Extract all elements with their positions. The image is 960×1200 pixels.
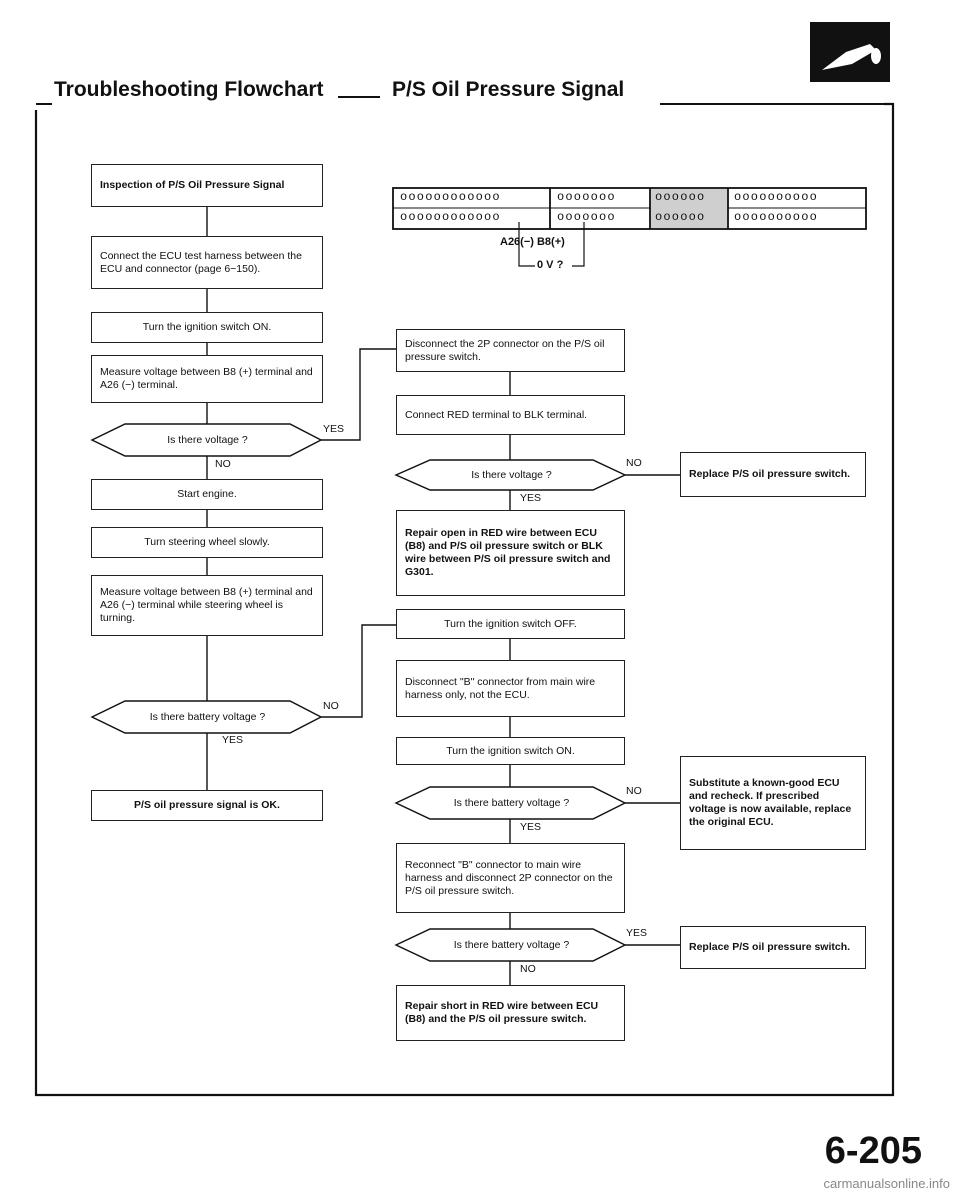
decision-battery-left-text: Is there battery voltage ?: [149, 711, 266, 723]
page-subtitle: P/S Oil Pressure Signal: [392, 78, 625, 101]
no-label: NO: [626, 785, 642, 797]
repair-short-box: Repair short in RED wire between ECU (B8) and the P/S oil pressure switch.: [396, 985, 625, 1041]
step-connect-red-blk: Connect RED terminal to BLK terminal.: [396, 395, 625, 435]
decision-battery-center-1-text: Is there battery voltage ?: [453, 797, 570, 809]
yes-label: YES: [323, 423, 345, 435]
step-reconnect-b: Reconnect "B" connector to main wire harness and disconnect 2P connector on the P/S oil pressure switch.: [396, 843, 625, 913]
yes-label: YES: [520, 492, 542, 504]
step-ignition-on-2: Turn the ignition switch ON.: [396, 737, 625, 765]
substitute-ecu-box: Substitute a known-good ECU and recheck. If prescribed voltage is now available, replace the original ECU.: [680, 756, 866, 850]
connector-row-b-2: ooooooo: [557, 210, 616, 224]
step-disconnect-2p: Disconnect the 2P connector on the P/S oil pressure switch.: [396, 329, 625, 372]
step-ignition-off: Turn the ignition switch OFF.: [396, 609, 625, 639]
no-label: NO: [626, 457, 642, 469]
replace-switch-box-2: Replace P/S oil pressure switch.: [680, 926, 866, 969]
voltage-label: 0 V ?: [537, 259, 564, 271]
watermark: carmanualsonline.info: [823, 1176, 950, 1191]
no-label: NO: [215, 458, 231, 470]
decision-voltage-center-text: Is there voltage ?: [471, 469, 552, 481]
page-number: 6-205: [824, 1130, 922, 1172]
no-label: NO: [323, 700, 339, 712]
connector-row-b-1: oooooooooooo: [400, 210, 501, 224]
step-disconnect-b: Disconnect "B" connector from main wire harness only, not the ECU.: [396, 660, 625, 717]
page-title: Troubleshooting Flowchart: [54, 78, 324, 101]
replace-switch-box-1: Replace P/S oil pressure switch.: [680, 452, 866, 497]
step-start-engine: Start engine.: [91, 479, 323, 510]
decision-voltage-left-text: Is there voltage ?: [167, 434, 248, 446]
step-ignition-on: Turn the ignition switch ON.: [91, 312, 323, 343]
connector-row-a-2: ooooooo: [557, 190, 616, 204]
result-ok-box: P/S oil pressure signal is OK.: [91, 790, 323, 821]
step-measure-turning: Measure voltage between B8 (+) terminal and A26 (−) terminal while steering wheel is turning.: [91, 575, 323, 636]
connector-row-a-4: oooooooooo: [734, 190, 819, 204]
connector-row-a-3: oooooo: [655, 190, 706, 204]
step-turn-wheel: Turn steering wheel slowly.: [91, 527, 323, 558]
yes-label: YES: [520, 821, 542, 833]
step-measure-voltage: Measure voltage between B8 (+) terminal and A26 (−) terminal.: [91, 355, 323, 403]
start-box: Inspection of P/S Oil Pressure Signal: [91, 164, 323, 207]
pin-label: A26(−) B8(+): [500, 236, 565, 248]
step-connect-harness: Connect the ECU test harness between the ECU and connector (page 6−150).: [91, 236, 323, 289]
repair-open-box: Repair open in RED wire between ECU (B8) and P/S oil pressure switch or BLK wire between P/S oil pressure switch and G301.: [396, 510, 625, 596]
decision-battery-center-2-text: Is there battery voltage ?: [453, 939, 570, 951]
no-label: NO: [520, 963, 536, 975]
yes-label: YES: [222, 734, 244, 746]
connector-row-a-1: oooooooooooo: [400, 190, 501, 204]
connector-row-b-4: oooooooooo: [734, 210, 819, 224]
connector-row-b-3: oooooo: [655, 210, 706, 224]
yes-label: YES: [626, 927, 648, 939]
